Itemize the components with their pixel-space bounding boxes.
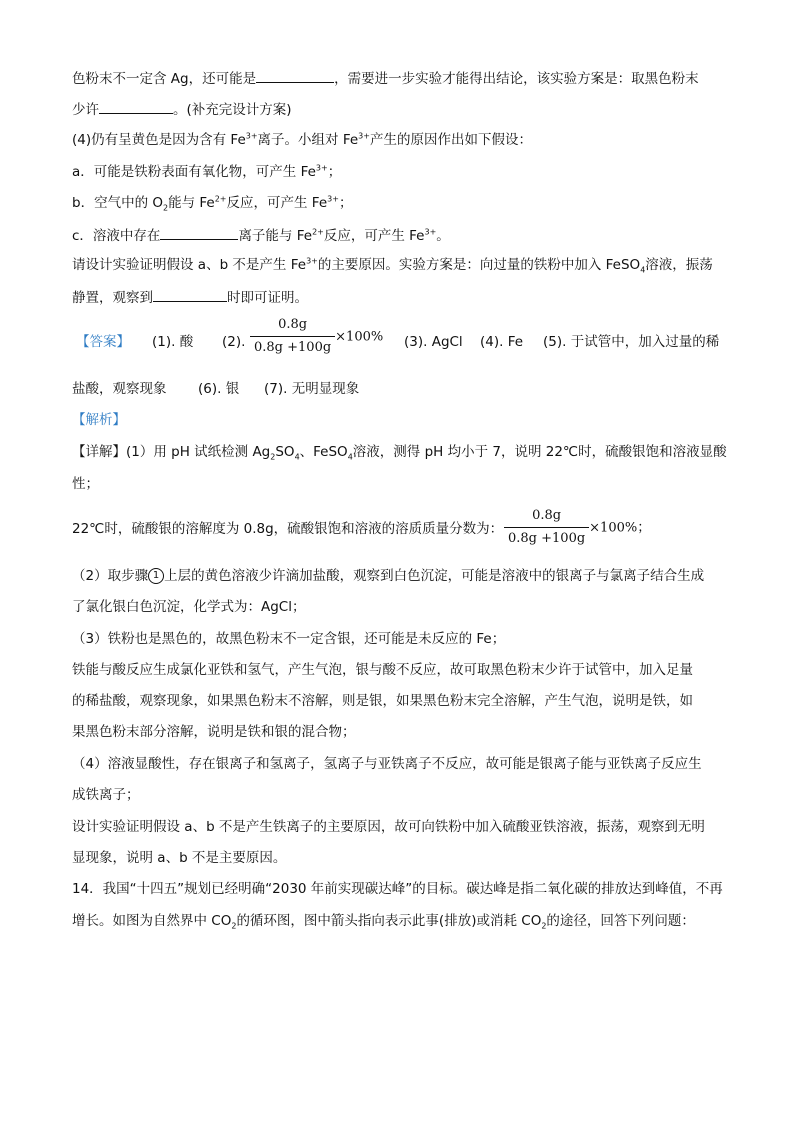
- hypothesis-c: c．溶液中存在 离子能与 $Fe^{2+}$反应，可产生 $Fe^{3+}$。: [72, 225, 450, 245]
- q14-line-1: 14．我国“十四五”规划已经明确“2030 年前实现碳达峰”的目标。碳达峰是指二氧化碳的排放达到峰值，不再: [72, 881, 723, 897]
- answer-item-4: (4). Fe: [480, 334, 524, 350]
- analysis-label: 【解析】: [72, 412, 126, 428]
- analysis-p5-cont1: 的稀盐酸，观察现象，如果黑色粉末不溶解，则是银，如果黑色粉末完全溶解，产生气泡，说明是铁，如: [72, 693, 693, 709]
- analysis-p7: 设计实验证明假设 a、b 不是产生铁离子的主要原因，故可向铁粉中加入硫酸亚铁溶液，振荡，观察到无明: [72, 819, 705, 835]
- step-circle-1: 1: [148, 568, 164, 584]
- q13-line-2: 少许 。(补充完设计方案): [72, 99, 292, 119]
- answer-item-6: (6). 银: [198, 381, 240, 397]
- answer-item-2: (2).: [222, 334, 246, 350]
- answer-line-1: [72, 317, 722, 355]
- answer-label: 【答案】: [76, 334, 130, 350]
- answer-blank: [99, 99, 173, 114]
- answer-fraction: $\frac{0.8g}{0.8g +100g}$ ×100%: [250, 316, 383, 357]
- analysis-p4: （3）铁粉也是黑色的，故黑色粉末不一定含银，还可能是未反应的 Fe；: [72, 631, 506, 647]
- experiment-design-2: 静置，观察到 时即可证明。: [72, 287, 308, 307]
- hypothesis-a: a．可能是铁粉表面有氧化物，可产生 $Fe^{3+}$；: [72, 163, 342, 180]
- analysis-p7-cont: 显现象，说明 a、b 不是主要原因。: [72, 850, 287, 866]
- answer-item-7: (7). 无明显现象: [264, 381, 360, 397]
- analysis-p1-cont: 性；: [72, 476, 99, 492]
- answer-line-2: 盐酸，观察现象 (6). 银 (7). 无明显现象: [72, 381, 360, 397]
- q14-line-2: 增长。如图为自然界中 $CO_2$的循环图，图中箭头指向表示此事(排放)或消耗 $CO_2$的途径，回答下列问题：: [72, 913, 695, 931]
- analysis-p3-cont: 了氯化银白色沉淀，化学式为：AgCl；: [72, 599, 306, 615]
- analysis-p2: 22℃时，硫酸银的溶解度为 0.8g，硫酸银饱和溶液的溶质质量分数为： $\frac{0.8g}{0.8g +100g}$ ×100%；: [72, 508, 651, 546]
- analysis-fraction: $\frac{0.8g}{0.8g +100g}$ ×100%；: [504, 507, 651, 548]
- analysis-p6-cont: 成铁离子；: [72, 787, 140, 803]
- analysis-p6: （4）溶液显酸性，存在银离子和氢离子，氢离子与亚铁离子不反应，故可能是银离子能与亚铁离子反应生: [72, 756, 702, 772]
- q13-line-1: 色粉末不一定含 Ag，还可能是 ，需要进一步实验才能得出结论，该实验方案是：取黑色粉末: [72, 68, 699, 88]
- answer-blank: [153, 287, 227, 302]
- experiment-design: 请设计实验证明假设 a、b 不是产生 $Fe^{3+}$的主要原因。实验方案是：向过量的铁粉中加入 FeSO$_4$溶液，振荡: [72, 256, 713, 275]
- analysis-p5: 铁能与酸反应生成氯化亚铁和氢气，产生气泡，银与酸不反应，故可取黑色粉末少许于试管中，加入足量: [72, 662, 693, 678]
- analysis-p5-cont2: 果黑色粉末部分溶解，说明是铁和银的混合物；: [72, 724, 356, 740]
- hypothesis-b: b．空气中的 $O_2$能与 $Fe^{2+}$反应，可产生 $Fe^{3+}$；: [72, 194, 353, 213]
- answer-item-3: (3). AgCl: [404, 334, 463, 350]
- analysis-p1: 【详解】(1）用 pH 试纸检测 $Ag_2SO_4$、FeSO$_4$溶液，测得 pH 均小于 7，说明 22℃时，硫酸银饱和溶液显酸: [72, 444, 727, 462]
- answer-item-1: (1). 酸: [152, 334, 194, 350]
- q13-part4-intro: (4)仍有呈黄色是因为含有 $Fe^{3+}$离子。小组对 $Fe^{3+}$产生的原因作出如下假设：: [72, 131, 532, 148]
- answer-item-5: (5). 于试管中，加入过量的稀: [543, 334, 720, 350]
- analysis-p3: （2）取步骤 1 上层的黄色溶液少许滴加盐酸，观察到白色沉淀，可能是溶液中的银离子与氯离子结合生成: [72, 568, 705, 584]
- answer-blank: [160, 225, 238, 240]
- answer-blank: [256, 68, 334, 83]
